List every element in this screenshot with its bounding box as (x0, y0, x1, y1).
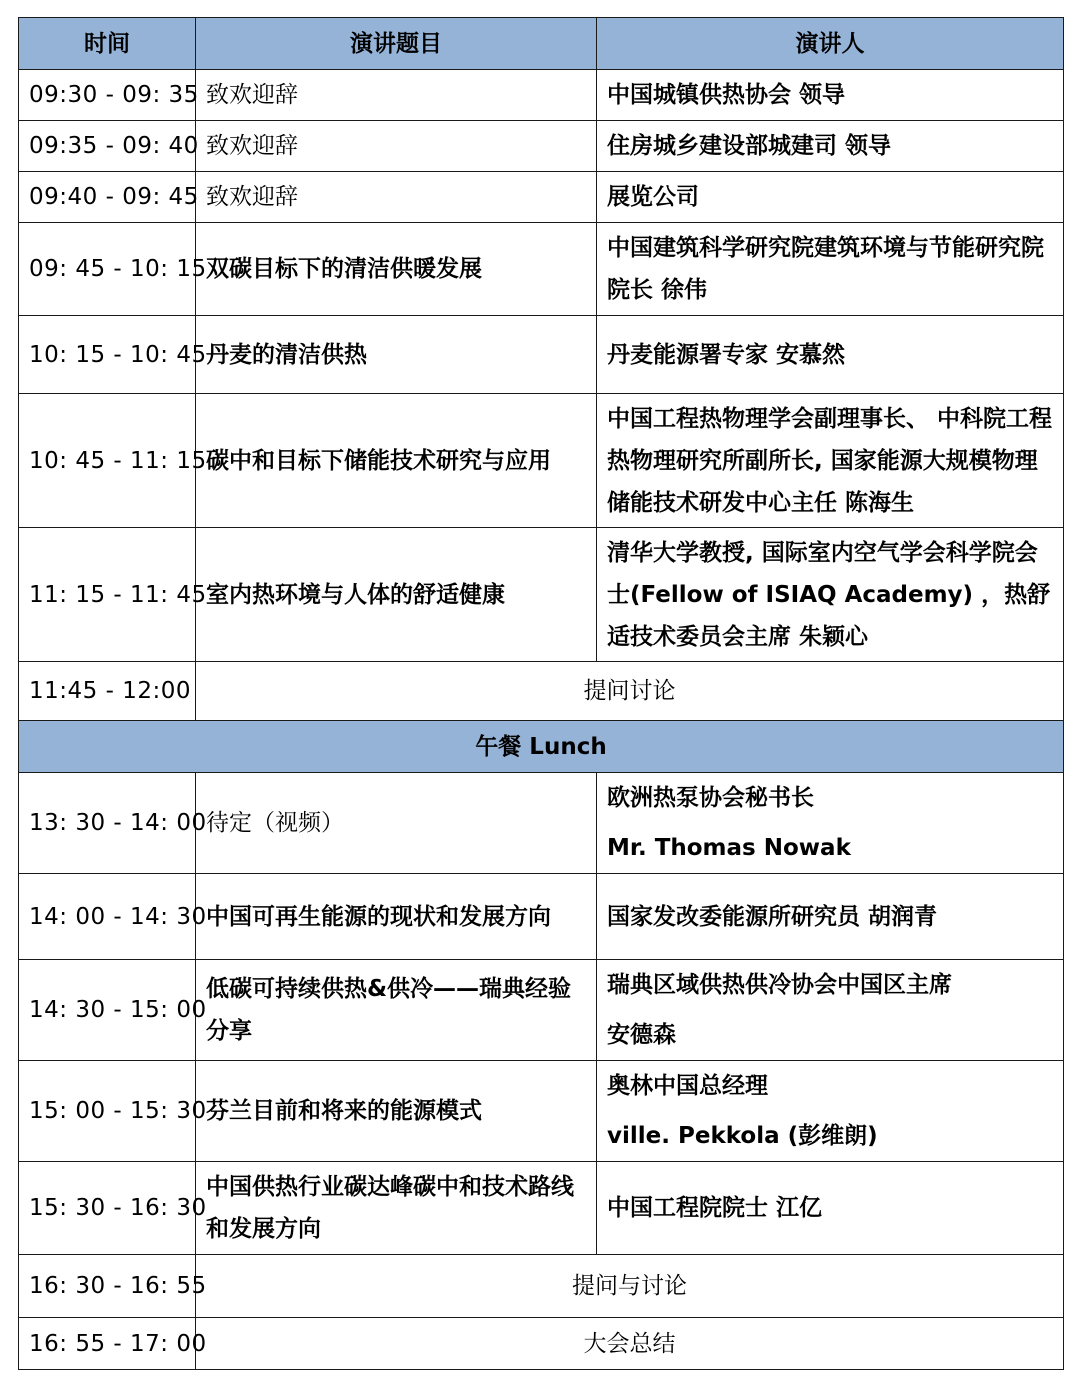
agenda-table (18, 17, 1064, 1370)
row-time: 14: 00 - 14: 30 (19, 874, 196, 960)
row-topic: 致欢迎辞 (196, 70, 597, 121)
table-row (19, 1255, 1064, 1318)
row-topic: 致欢迎辞 (196, 121, 597, 172)
row-topic: 低碳可持续供热&供冷——瑞典经验分享 (196, 960, 597, 1061)
row-time: 16: 30 - 16: 55 (19, 1255, 196, 1318)
row-speaker: 国家发改委能源所研究员 胡润青 (597, 874, 1064, 960)
row-session-note: 提问讨论 (196, 662, 1064, 721)
row-speaker: 清华大学教授, 国际室内空气学会科学院会士(Fellow of ISIAQ Academy) ，热舒适技术委员会主席 朱颖心 (597, 528, 1064, 662)
row-speaker (597, 773, 1064, 874)
row-time: 09: 45 - 10: 15 (19, 223, 196, 316)
lunch-label: 午餐 Lunch (19, 721, 1064, 773)
header-time: 时间 (19, 18, 196, 70)
table-row (19, 1162, 1064, 1255)
row-topic: 碳中和目标下储能技术研究与应用 (196, 394, 597, 528)
table-row (19, 874, 1064, 960)
row-topic: 丹麦的清洁供热 (196, 316, 597, 394)
row-time: 13: 30 - 14: 00 (19, 773, 196, 874)
row-speaker: 中国工程热物理学会副理事长、 中科院工程热物理研究所副所长, 国家能源大规模物理储能技术研发中心主任 陈海生 (597, 394, 1064, 528)
row-time: 11:45 - 12:00 (19, 662, 196, 721)
speaker-line: Mr. Thomas Nowak (607, 835, 851, 861)
speaker-line: 安德森 (607, 1022, 676, 1048)
header-topic: 演讲题目 (196, 18, 597, 70)
row-topic: 中国供热行业碳达峰碳中和技术路线和发展方向 (196, 1162, 597, 1255)
table-row (19, 662, 1064, 721)
speaker-line: 欧洲热泵协会秘书长 (607, 785, 814, 811)
row-time: 16: 55 - 17: 00 (19, 1318, 196, 1370)
row-speaker: 展览公司 (597, 172, 1064, 223)
agenda-body (19, 70, 1064, 1370)
speaker-line: 奥林中国总经理 (607, 1073, 768, 1099)
table-row (19, 316, 1064, 394)
speaker-line: ville. Pekkola (彭维朗) (607, 1123, 878, 1149)
row-time: 15: 30 - 16: 30 (19, 1162, 196, 1255)
row-topic: 双碳目标下的清洁供暖发展 (196, 223, 597, 316)
table-row (19, 528, 1064, 662)
row-speaker (597, 960, 1064, 1061)
row-speaker: 丹麦能源署专家 安慕然 (597, 316, 1064, 394)
row-time: 11: 15 - 11: 45 (19, 528, 196, 662)
table-row (19, 172, 1064, 223)
row-speaker: 中国建筑科学研究院建筑环境与节能研究院院长 徐伟 (597, 223, 1064, 316)
table-row (19, 1061, 1064, 1162)
row-speaker: 中国工程院院士 江亿 (597, 1162, 1064, 1255)
row-topic: 致欢迎辞 (196, 172, 597, 223)
row-speaker (597, 1061, 1064, 1162)
row-time: 09:30 - 09: 35 (19, 70, 196, 121)
row-time: 10: 15 - 10: 45 (19, 316, 196, 394)
table-row (19, 394, 1064, 528)
row-speaker: 中国城镇供热协会 领导 (597, 70, 1064, 121)
row-session-note: 提问与讨论 (196, 1255, 1064, 1318)
table-row (19, 1318, 1064, 1370)
table-row (19, 773, 1064, 874)
speaker-line: 瑞典区域供热供冷协会中国区主席 (607, 972, 952, 998)
row-time: 09:35 - 09: 40 (19, 121, 196, 172)
row-speaker: 住房城乡建设部城建司 领导 (597, 121, 1064, 172)
table-row (19, 223, 1064, 316)
row-time: 10: 45 - 11: 15 (19, 394, 196, 528)
row-time: 09:40 - 09: 45 (19, 172, 196, 223)
header-row (19, 18, 1064, 70)
row-time: 14: 30 - 15: 00 (19, 960, 196, 1061)
table-row (19, 70, 1064, 121)
header-speaker: 演讲人 (597, 18, 1064, 70)
table-row (19, 121, 1064, 172)
row-topic: 待定（视频） (196, 773, 597, 874)
row-time: 15: 00 - 15: 30 (19, 1061, 196, 1162)
row-topic: 室内热环境与人体的舒适健康 (196, 528, 597, 662)
lunch-row (19, 721, 1064, 773)
row-topic: 中国可再生能源的现状和发展方向 (196, 874, 597, 960)
row-session-note: 大会总结 (196, 1318, 1064, 1370)
table-row (19, 960, 1064, 1061)
row-topic: 芬兰目前和将来的能源模式 (196, 1061, 597, 1162)
